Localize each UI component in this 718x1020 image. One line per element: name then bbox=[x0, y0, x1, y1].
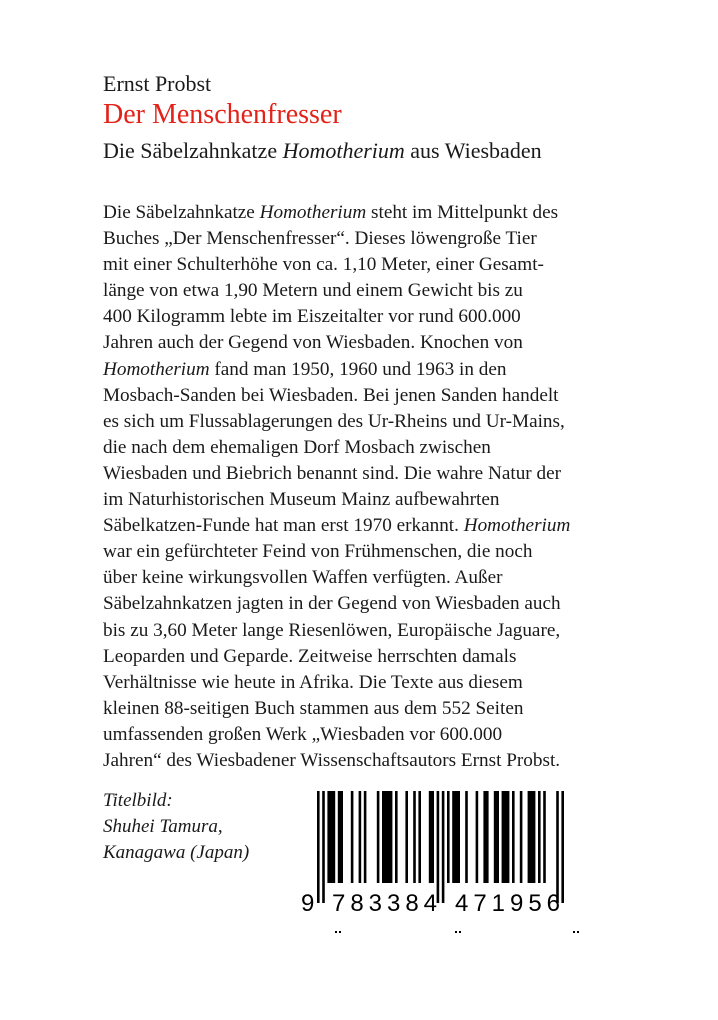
blurb-italic: Homotherium bbox=[463, 515, 571, 537]
blurb-segment: die nach dem ehemaligen Dorf Mosbach zwischen bbox=[103, 436, 491, 458]
blurb-line bbox=[103, 226, 623, 252]
barcode-bar bbox=[556, 791, 559, 903]
barcode-digit-group: 9 bbox=[301, 890, 315, 917]
cover-credit bbox=[103, 788, 249, 866]
blurb-segment: es sich um Flussablagerungen des Ur-Rheins und Ur-Mains, bbox=[103, 410, 565, 432]
barcode-mark bbox=[573, 931, 575, 933]
barcode-bar bbox=[494, 791, 499, 883]
blurb-italic: Homotherium bbox=[103, 358, 210, 380]
blurb-segment: Säbelzahnkatzen jagten in der Gegend von Wiesbaden auch bbox=[103, 593, 561, 615]
barcode-bar bbox=[512, 791, 515, 883]
barcode-bar bbox=[338, 791, 343, 883]
barcode-bar bbox=[382, 791, 392, 883]
barcode-bar bbox=[538, 791, 541, 883]
blurb-line bbox=[103, 513, 623, 539]
barcode-digit-group: 783384 bbox=[332, 890, 437, 917]
blurb-line bbox=[103, 487, 623, 513]
barcode-bar bbox=[359, 791, 362, 883]
barcode-mark bbox=[339, 931, 341, 933]
barcode-digits bbox=[301, 890, 560, 917]
blurb-segment: Verhältnisse wie heute in Afrika. Die Texte aus diesem bbox=[103, 671, 523, 693]
blurb-segment: im Naturhistorischen Museum Mainz aufbewahrten bbox=[103, 489, 500, 511]
barcode-bar bbox=[418, 791, 421, 883]
blurb-line bbox=[103, 618, 623, 644]
blurb-segment: Jahren“ des Wiesbadener Wissenschaftsautors Ernst Probst. bbox=[103, 749, 561, 771]
subtitle-part: Die Säbelzahnkatze bbox=[103, 138, 283, 163]
blurb-line bbox=[103, 278, 623, 304]
blurb-line bbox=[103, 200, 623, 226]
barcode-bar bbox=[317, 791, 320, 903]
blurb-segment: Säbelkatzen-Funde hat man erst 1970 erkannt. bbox=[103, 515, 464, 537]
book-subtitle bbox=[103, 136, 542, 166]
barcode-bar bbox=[561, 791, 564, 903]
blurb-segment: länge von etwa 1,90 Metern und einem Gewicht bis zu bbox=[103, 280, 523, 302]
barcode-bar bbox=[483, 791, 488, 883]
barcode-bar bbox=[520, 791, 523, 883]
blurb-segment: Buches „Der Menschenfresser“. Dieses löwengroße Tier bbox=[103, 228, 537, 250]
blurb-segment: Leoparden und Geparde. Zeitweise herrschten damals bbox=[103, 645, 517, 667]
subtitle-part: aus Wiesbaden bbox=[404, 138, 542, 163]
barcode-bar bbox=[502, 791, 510, 883]
barcode-bar bbox=[437, 791, 440, 903]
blurb-segment: 400 Kilogramm lebte im Eiszeitalter vor rund 600.000 bbox=[103, 306, 521, 328]
barcode-bar bbox=[465, 791, 468, 883]
barcode-graphic bbox=[293, 787, 589, 967]
barcode-bar bbox=[429, 791, 434, 883]
blurb-line bbox=[103, 748, 623, 774]
barcode-bar bbox=[528, 791, 536, 883]
credit-label: Titelbild: bbox=[103, 790, 173, 811]
blurb-line bbox=[103, 304, 623, 330]
barcode-bar bbox=[327, 791, 335, 883]
barcode-mark bbox=[455, 931, 457, 933]
book-title: Der Menschenfresser bbox=[103, 99, 342, 130]
blurb-segment: umfassenden großen Werk „Wiesbaden vor 600.000 bbox=[103, 723, 503, 745]
blurb-italic: Homotherium bbox=[259, 202, 367, 223]
barcode-bar bbox=[405, 791, 408, 883]
blurb-line bbox=[103, 409, 623, 435]
blurb-segment: Mosbach-Sanden bei Wiesbaden. Bei jenen Sanden handelt bbox=[103, 384, 559, 406]
blurb-line bbox=[103, 539, 623, 565]
blurb-segment: fand man 1950, 1960 und 1963 in den bbox=[209, 358, 507, 380]
subtitle-part-italic: Homotherium bbox=[282, 138, 405, 163]
barcode-bar bbox=[364, 791, 367, 883]
barcode-bar bbox=[413, 791, 416, 883]
barcode-bar bbox=[377, 791, 380, 883]
barcode-bar bbox=[452, 791, 460, 883]
barcode-bar bbox=[395, 791, 398, 883]
blurb-segment: Wiesbaden und Biebrich benannt sind. Die wahre Natur der bbox=[103, 462, 561, 484]
blurb-line bbox=[103, 644, 623, 670]
blurb-segment: war ein gefürchteter Feind von Frühmenschen, die noch bbox=[103, 541, 533, 563]
barcode-bar bbox=[447, 791, 450, 883]
barcode-bar bbox=[442, 791, 445, 903]
blurb-line bbox=[103, 330, 623, 356]
barcode-mark bbox=[577, 931, 579, 933]
book-header bbox=[103, 70, 542, 166]
blurb-segment: bis zu 3,60 Meter lange Riesenlöwen, Europäische Jaguare, bbox=[103, 619, 561, 641]
blurb-segment: Die Säbelzahnkatze bbox=[103, 202, 260, 223]
blurb-line bbox=[103, 591, 623, 617]
isbn-barcode bbox=[293, 787, 589, 967]
blurb-line bbox=[103, 383, 623, 409]
blurb-segment: steht im Mittelpunkt des bbox=[366, 202, 559, 223]
barcode-bar bbox=[322, 791, 325, 903]
blurb-line bbox=[103, 696, 623, 722]
blurb-line bbox=[103, 670, 623, 696]
blurb-line bbox=[103, 357, 623, 383]
barcode-mark bbox=[335, 931, 337, 933]
blurb-segment: Jahren auch der Gegend von Wiesbaden. Knochen von bbox=[103, 332, 523, 354]
blurb-line bbox=[103, 565, 623, 591]
blurb-text bbox=[103, 200, 623, 774]
barcode-bar bbox=[351, 791, 354, 883]
blurb-segment: mit einer Schulterhöhe von ca. 1,10 Meter, einer Gesamt- bbox=[103, 254, 544, 276]
credit-place: Kanagawa (Japan) bbox=[103, 842, 250, 863]
barcode-bar bbox=[543, 791, 546, 883]
blurb-line bbox=[103, 435, 623, 461]
blurb-segment: kleinen 88-seitigen Buch stammen aus dem 552 Seiten bbox=[103, 697, 524, 719]
blurb-segment: über keine wirkungsvollen Waffen verfügten. Außer bbox=[103, 567, 503, 589]
blurb-line bbox=[103, 461, 623, 487]
author-name: Ernst Probst bbox=[103, 71, 212, 96]
blurb-line bbox=[103, 252, 623, 278]
barcode-mark bbox=[459, 931, 461, 933]
barcode-digit-group: 471956 bbox=[455, 890, 560, 917]
barcode-bar bbox=[476, 791, 479, 883]
credit-name: Shuhei Tamura, bbox=[103, 816, 223, 837]
blurb-line bbox=[103, 722, 623, 748]
